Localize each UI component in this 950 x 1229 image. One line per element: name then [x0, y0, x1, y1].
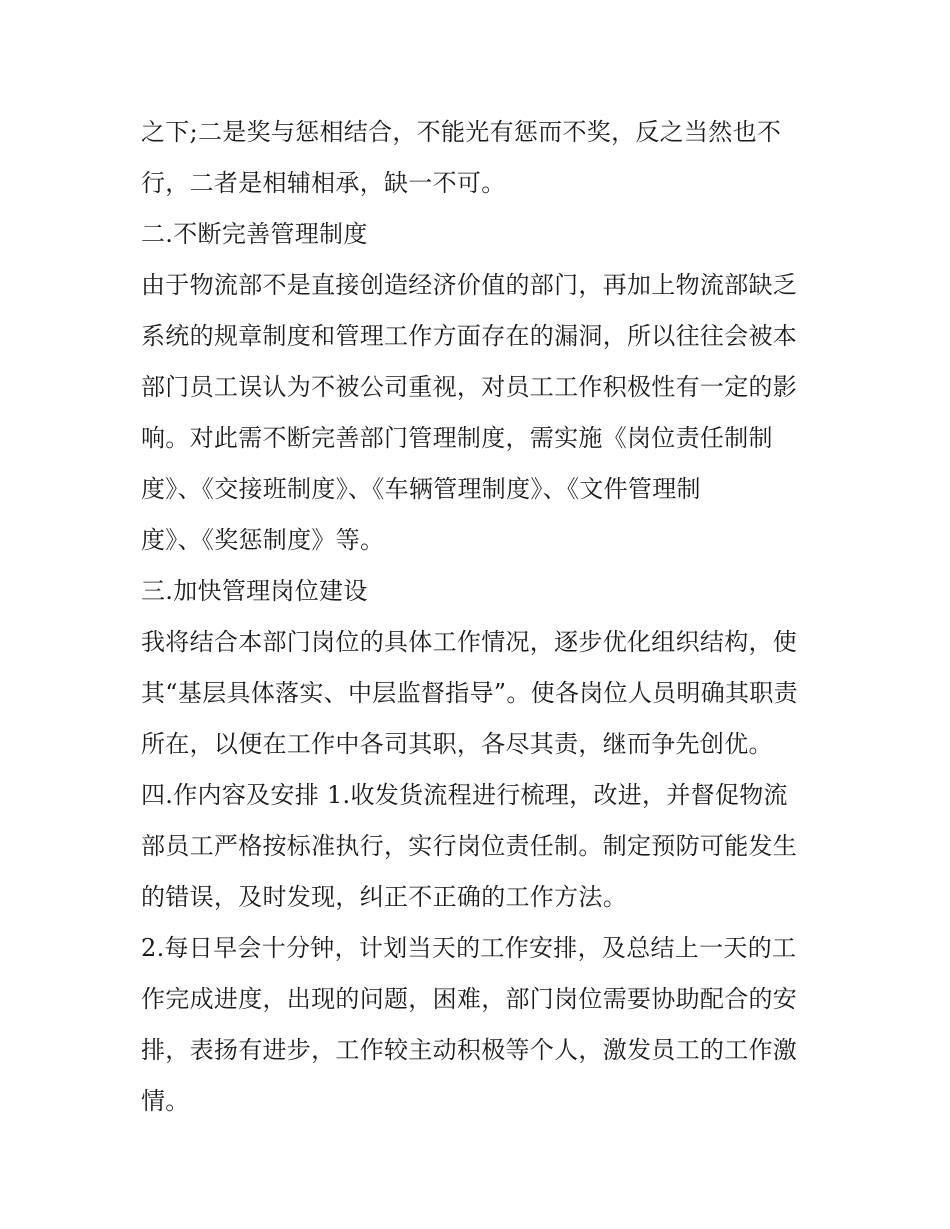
document-body — [141, 107, 821, 1127]
text-line: 响。对此需不断完善部门管理制度，需实施《岗位责任制制 — [141, 424, 773, 452]
section-heading: 三.加快管理岗位建设 — [141, 577, 368, 605]
text-line: 度》、《交接班制度》、《车辆管理制度》、《文件管理制 — [141, 475, 701, 503]
text-line: 其“基层具体落实、中层监督指导”。使各岗位人员明确其职责 — [141, 679, 798, 707]
text-line: 由于物流部不是直接创造经济价值的部门，再加上物流部缺乏 — [141, 271, 798, 299]
text-line: 之下;二是奖与惩相结合，不能光有惩而不奖，反之当然也不 — [141, 118, 782, 146]
section-heading: 四.作内容及安排 1.收发货流程进行梳理，改进，并督促物流 — [141, 781, 788, 809]
text-line: 作完成进度，出现的问题，困难，部门岗位需要协助配合的安 — [141, 985, 798, 1013]
text-line: 的错误，及时发现，纠正不正确的工作方法。 — [141, 883, 627, 911]
text-line: 我将结合本部门岗位的具体工作情况，逐步优化组织结构，使 — [141, 628, 798, 656]
text-line: 2.每日早会十分钟，计划当天的工作安排，及总结上一天的工 — [141, 934, 797, 962]
text-line: 排，表扬有进步，工作较主动积极等个人，激发员工的工作激 — [141, 1036, 798, 1064]
text-line: 部员工严格按标准执行，实行岗位责任制。制定预防可能发生 — [141, 832, 798, 860]
text-line: 系统的规章制度和管理工作方面存在的漏洞，所以往往会被本 — [141, 322, 798, 350]
section-heading: 二.不断完善管理制度 — [141, 220, 368, 248]
text-line: 所在，以便在工作中各司其职，各尽其责，继而争先创优。 — [141, 730, 773, 758]
text-line: 部门员工误认为不被公司重视，对员工工作积极性有一定的影 — [141, 373, 798, 401]
text-line: 情。 — [141, 1087, 190, 1115]
text-line: 行，二者是相辅相承，缺一不可。 — [141, 169, 506, 197]
text-line: 度》、《奖惩制度》等。 — [141, 526, 385, 554]
